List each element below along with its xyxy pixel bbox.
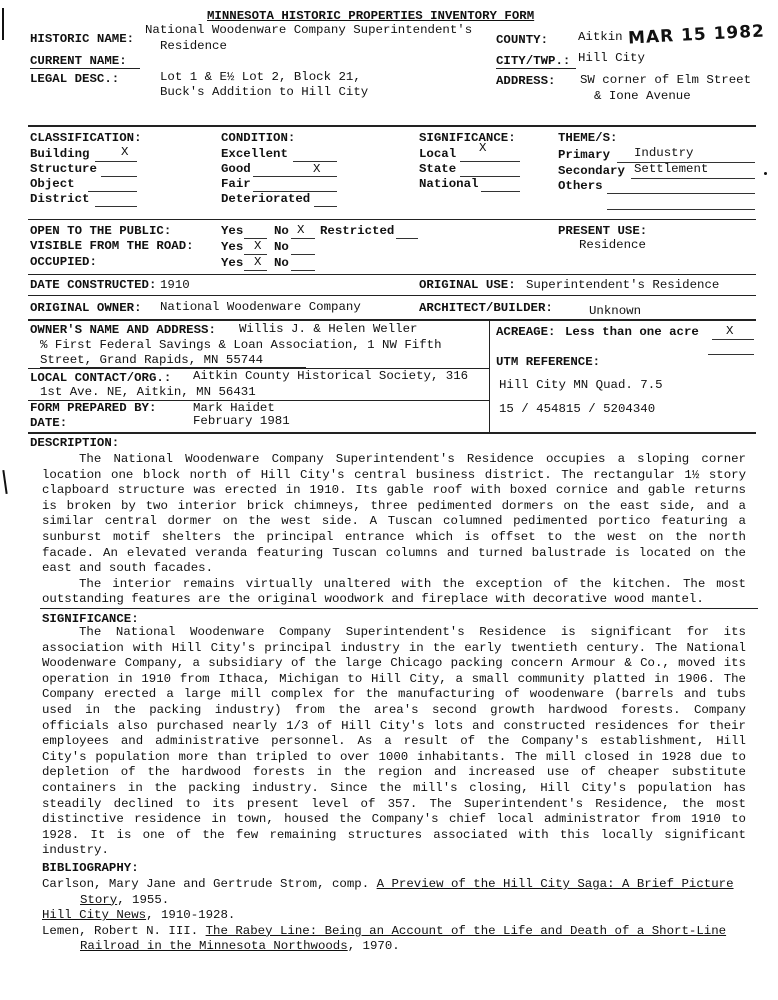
visible-no-blank — [291, 254, 315, 255]
section-divider — [40, 608, 758, 609]
acreage-blank-2 — [708, 354, 754, 355]
occupied-yes-blank — [244, 270, 267, 271]
significance-label: SIGNIFICANCE: — [42, 612, 139, 626]
historic-name-value: National Woodenware Company Superintendent's — [145, 23, 473, 37]
bibliography-list — [42, 877, 752, 955]
acreage-label: ACREAGE: — [496, 325, 556, 339]
bib-details: , 1910-1928. — [146, 908, 236, 923]
date-constructed-value: 1910 — [160, 278, 190, 292]
open-no-blank — [291, 238, 315, 239]
legal-desc-value: Lot 1 & E½ Lot 2, Block 21, — [160, 70, 361, 84]
good-mark: X — [313, 162, 321, 176]
local-contact-label: LOCAL CONTACT/ORG.: — [30, 371, 172, 385]
acreage-blank — [712, 339, 754, 340]
theme-primary-value: Industry — [634, 146, 694, 160]
bib-title: The Rabey Line: Being an Account of the Life and Death of a Short-Line Railroad in the Minnesota Northwoods — [80, 923, 727, 954]
utm-label: UTM REFERENCE: — [496, 355, 601, 369]
legal-desc-label: LEGAL DESC.: — [30, 72, 120, 86]
visible-no: No — [274, 240, 289, 254]
bib-details: , 1955. — [117, 892, 170, 907]
bib-title: Hill City News — [42, 908, 147, 923]
deteriorated-blank — [314, 206, 337, 207]
others-blank-2 — [607, 209, 755, 210]
bibliography-label: BIBLIOGRAPHY: — [42, 861, 139, 875]
structure-blank — [101, 176, 137, 177]
bib-author: Lemen, Robert N. III. — [42, 923, 206, 938]
classification-building: Building — [30, 147, 90, 161]
county-value: Aitkin — [578, 30, 623, 44]
prepared-date-value: February 1981 — [193, 414, 290, 428]
address-value: SW corner of Elm Street — [580, 73, 752, 87]
theme-primary-label: Primary — [558, 148, 611, 162]
description-text — [42, 452, 746, 608]
owner-label: OWNER'S NAME AND ADDRESS: — [30, 323, 216, 337]
description-label: DESCRIPTION: — [30, 436, 120, 450]
city-label: CITY/TWP.: — [496, 54, 571, 68]
section-divider — [28, 295, 756, 296]
occupied-label: OCCUPIED: — [30, 255, 97, 269]
open-restricted: Restricted — [320, 224, 395, 238]
occupied-yes-mark: X — [254, 255, 262, 269]
section-divider — [28, 274, 756, 275]
owner-name: Willis J. & Helen Weller — [239, 322, 418, 336]
significance-text — [42, 625, 746, 859]
owner-address-line1: % First Federal Savings & Loan Association, 1 NW Fifth — [40, 338, 442, 352]
open-to-public-label: OPEN TO THE PUBLIC: — [30, 224, 172, 238]
acreage-text: Less than one acre — [565, 325, 699, 339]
others-blank — [607, 193, 755, 194]
condition-excellent: Excellent — [221, 147, 288, 161]
visible-from-road-label: VISIBLE FROM THE ROAD: — [30, 239, 194, 253]
current-name-label: CURRENT NAME: — [30, 54, 127, 68]
bibliography-entry — [42, 908, 752, 924]
restricted-blank — [396, 238, 418, 239]
scan-dot — [764, 172, 767, 175]
open-no-mark: X — [297, 223, 305, 237]
box-vertical-divider — [489, 320, 490, 432]
condition-fair: Fair — [221, 177, 251, 191]
address-value-cont: & Ione Avenue — [594, 89, 691, 103]
district-blank — [95, 206, 137, 207]
classification-label: CLASSIFICATION: — [30, 131, 142, 145]
scan-mark — [2, 8, 4, 40]
classification-object: Object — [30, 177, 75, 191]
open-yes: Yes — [221, 224, 244, 238]
condition-deteriorated: Deteriorated — [221, 192, 311, 206]
significance-local: Local — [419, 147, 457, 161]
open-no: No — [274, 224, 289, 238]
condition-label: CONDITION: — [221, 131, 296, 145]
visible-yes-mark: X — [254, 239, 262, 253]
original-use-value: Superintendent's Residence — [526, 278, 720, 292]
good-blank — [253, 176, 337, 177]
theme-others-label: Others — [558, 179, 603, 193]
city-value: Hill City — [578, 51, 645, 65]
original-use-label: ORIGINAL USE: — [419, 278, 516, 292]
theme-secondary-label: Secondary — [558, 164, 625, 178]
legal-desc-value-cont: Buck's Addition to Hill City — [160, 85, 369, 99]
date-constructed-label: DATE CONSTRUCTED: — [30, 278, 157, 292]
building-mark: X — [121, 145, 129, 159]
box-bottom — [28, 432, 756, 434]
address-label: ADDRESS: — [496, 74, 556, 88]
bibliography-entry — [42, 924, 752, 955]
section-divider — [28, 219, 756, 220]
significance-state: State — [419, 162, 457, 176]
present-use-label: PRESENT USE: — [558, 224, 648, 238]
architect-label: ARCHITECT/BUILDER: — [419, 301, 553, 315]
prepared-by-value: Mark Haidet — [193, 401, 275, 415]
national-blank — [481, 191, 520, 192]
historic-name-value-cont: Residence — [160, 39, 227, 53]
prepared-by-label: FORM PREPARED BY: — [30, 401, 157, 415]
historic-name-label: HISTORIC NAME: — [30, 32, 135, 46]
scan-mark — [2, 470, 7, 494]
section-divider — [28, 319, 756, 321]
building-blank — [95, 161, 137, 162]
form-title: MINNESOTA HISTORIC PROPERTIES INVENTORY FORM — [207, 9, 535, 23]
description-paragraph: The interior remains virtually unaltered with the exception of the kitchen. The most outstanding features are the original woodwork and fireplace with decorative wood mantel. — [42, 576, 746, 607]
classification-structure: Structure — [30, 162, 97, 176]
occupied-yes: Yes — [221, 256, 244, 270]
significance-level-label: SIGNIFICANCE: — [419, 131, 516, 145]
themes-label: THEME/S: — [558, 131, 618, 145]
header-divider-right — [496, 68, 576, 69]
significance-national: National — [419, 177, 479, 191]
utm-quad: Hill City MN Quad. 7.5 — [499, 378, 663, 392]
local-mark: X — [479, 141, 487, 155]
county-label: COUNTY: — [496, 33, 549, 47]
local-contact-line1: Aitkin County Historical Society, 316 — [193, 369, 469, 383]
description-paragraph: The National Woodenware Company Superintendent's Residence occupies a sloping corner location one block north of Hill City's central business district. The rectangular 1½ story clapboard structure was erected in 1910. Its gable roof with boxed cornice and gable returns is broken by two interior brick chimneys, three pedimented dormers on the east side, and a similar central dormer on the west side. A Tuscan columned pedimented portico featuring a sunburst motif shelters the principal entrance which is offset to the west on the north facade. An elevated veranda featuring Tuscan columns and turned balustrade is located on the east and south facades. — [42, 452, 746, 576]
bib-title: A Preview of the Hill City Saga: A Brief Picture Story — [80, 877, 734, 907]
local-blank — [460, 161, 520, 162]
bibliography-entry — [42, 877, 752, 908]
original-owner-value: National Woodenware Company — [160, 300, 361, 314]
utm-coordinates: 15 / 454815 / 5204340 — [499, 402, 656, 416]
visible-yes: Yes — [221, 240, 244, 254]
condition-good: Good — [221, 162, 251, 176]
secondary-blank — [631, 178, 755, 179]
acreage-mark: X — [726, 324, 734, 338]
bib-author: Carlson, Mary Jane and Gertrude Strom, comp. — [42, 877, 377, 891]
architect-value: Unknown — [589, 304, 642, 318]
prepared-date-label: DATE: — [30, 416, 68, 430]
occupied-no-blank — [291, 270, 315, 271]
significance-paragraph: The National Woodenware Company Superintendent's Residence is significant for its association with Hill City's principal industry in the early twentieth century. The National Woodenware Company, a subsidiary of the large Chicago packing concern Armour & Co., moved its operation in 1910 from Ithaca, Michigan to Hill City, a small community platted in 1906. The Company erected a large mill complex for the manufacturing of woodenware (barrels and tubs used in the packing industry) from the area's second growth hardwood forests. Company officials also purchased nearly 1/3 of Hill City's lots and constructed residences for their employees and administrative personnel. As a result of the Company's establishment, Hill City's population more than tripled to over 1000 inhabitants. The mill closed in 1928 due to depletion of the hardwood forests in the region and increased use of cheaper substitute containers in the packing industry. Since the mill's closing, Hill City's population has steadily declined to its present level of 357. The Superintendent's Residence, the most distinctive residence in town, housed the Company's chief local administrator from 1910 to 1928. It is one of the few remaining structures associated with this locally significant industry. — [42, 625, 746, 858]
present-use-value: Residence — [579, 238, 646, 252]
theme-secondary-value: Settlement — [634, 162, 709, 176]
occupied-no: No — [274, 256, 289, 270]
section-divider — [28, 125, 756, 127]
classification-district: District — [30, 192, 90, 206]
local-contact-line2: 1st Ave. NE, Aitkin, MN 56431 — [40, 385, 256, 399]
header-divider — [30, 68, 140, 69]
original-owner-label: ORIGINAL OWNER: — [30, 301, 142, 315]
bib-details: , 1970. — [347, 939, 400, 954]
received-date-stamp: MAR 15 1982 — [627, 21, 766, 49]
owner-address-line2: Street, Grand Rapids, MN 55744 — [40, 353, 264, 367]
object-blank — [88, 191, 137, 192]
